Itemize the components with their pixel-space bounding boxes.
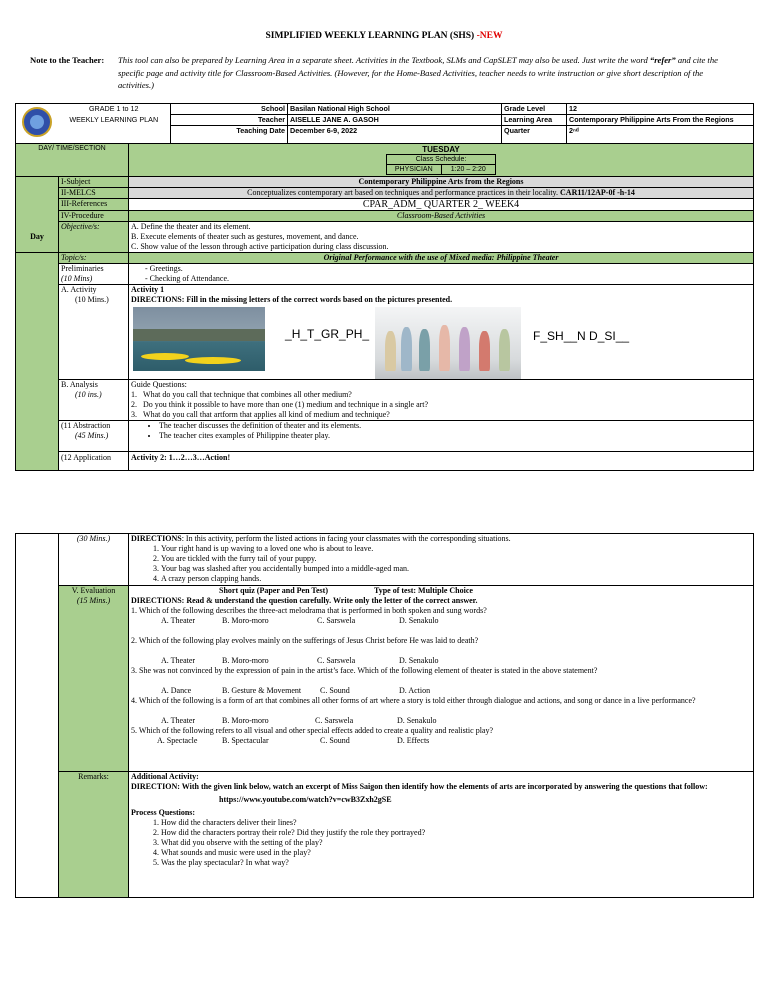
day-name: TUESDAY — [422, 145, 460, 154]
application-directions-label: DIRECTIONS — [131, 534, 182, 543]
guide-question-1: What do you call that technique that combines all other medium? — [143, 390, 352, 399]
abstraction-item-2: • The teacher cites examples of Philippine theater play. — [159, 431, 751, 441]
melcs-text: Conceptualizes contemporary art based on techniques and performance practices in their locality. — [247, 188, 561, 197]
subject-label: I-Subject — [59, 177, 129, 188]
school-value: Basilan National High School — [288, 104, 502, 115]
quarter-value: 2ⁿᵈ — [567, 126, 754, 144]
section-name: PHYSICIAN — [387, 165, 442, 175]
teacher-value: AISELLE JANE A. GASOH — [288, 115, 502, 126]
process-questions-label: Process Questions — [131, 808, 193, 817]
q2-choice-c: C. Sarswela — [317, 656, 356, 665]
note-text-a: This tool can also be prepared by Learning Area in a separate sheet. Activities in the Textbook, SLMs and CapSLET may also be used. Just write the word — [118, 55, 650, 65]
objective-c: C. Show value of the lesson through active participation during class discussion. — [131, 242, 389, 251]
note-label: Note to the Teacher: — [30, 55, 105, 65]
objective-label: Objective/s: — [59, 222, 129, 253]
title-main: SIMPLIFIED WEEKLY LEARNING PLAN (SHS) — [265, 31, 475, 41]
quiz-directions: DIRECTIONS: Read & understand the question carefully. Write only the letter of the correct answer. — [131, 596, 478, 605]
process-question-4: 4. What sounds and music were used in the play? — [161, 848, 751, 858]
q4-choice-a: A. Theater — [161, 716, 196, 725]
q4-choice-d: D. Senakulo — [397, 716, 437, 725]
q5-choice-c: C. Sound — [320, 736, 350, 745]
q1-choice-b: B. Moro-moro — [222, 616, 269, 625]
q2-choice-b: B. Moro-moro — [222, 656, 269, 665]
guide-question-3: What do you call that artform that applies all kind of medium and technique? — [143, 410, 390, 419]
title-new-tag: -NEW — [476, 31, 503, 41]
deped-logo-cell — [16, 104, 58, 144]
q4-choice-c: C. Sarswela — [315, 716, 354, 725]
analysis-label: B. Analysis — [61, 380, 98, 389]
q5-choice-a: A. Spectacle — [157, 736, 198, 745]
activity-label: A. Activity — [61, 285, 97, 294]
activity-time: (10 Mins.) — [75, 295, 109, 304]
video-link[interactable]: https://www.youtube.com/watch?v=cwB3Zxh2gSE — [219, 795, 392, 804]
deped-logo-icon — [22, 107, 52, 137]
q2-choice-d: D. Senakulo — [399, 656, 439, 665]
action-item-1: 1. Your right hand is up waving to a loved one who is about to leave. — [161, 544, 751, 554]
q3-choice-c: C. Sound — [320, 686, 350, 695]
grade-level-label: Grade Level — [502, 104, 567, 115]
q3-choice-d: D. Action — [399, 686, 431, 695]
subject-value: Contemporary Philippine Arts from the Regions — [129, 177, 754, 188]
grade-range: GRADE 1 to 12 — [58, 104, 171, 115]
action-item-3: 3. Your bag was slashed after you accidentally bumped into a middle-aged man. — [161, 564, 751, 574]
q3-choice-a: A. Dance — [161, 686, 192, 695]
prelim-greetings: - Greetings. — [145, 264, 183, 273]
quiz-title: Short quiz (Paper and Pen Test) — [219, 586, 328, 595]
word-puzzle-2: F_SH__N D_SI__ — [533, 329, 630, 343]
day-time-header: DAY/ TIME/SECTION — [16, 144, 129, 177]
teacher-label: Teacher — [171, 115, 288, 126]
application-activity: Activity 2: 1…2…3…Action! — [129, 452, 754, 471]
date-label: Teaching Date — [171, 126, 288, 144]
topic-value: Original Performance with the use of Mixed media: Philippine Theater — [129, 253, 754, 264]
topic-label: Topic/s: — [59, 253, 129, 264]
schedule-time: 1:20 – 2:20 — [441, 165, 496, 175]
question-2: 2. Which of the following play evolves mainly on the sufferings of Jesus Christ before He was laid to death? — [131, 636, 479, 645]
application-directions: : In this activity, perform the listed actions in facing your classmates with the corresponding situations. — [181, 534, 511, 543]
melcs-label: II-MELCS — [59, 188, 129, 199]
melcs-code: CAR11/12AP-0f -h-14 — [560, 188, 635, 197]
guide-questions-label: Guide Questions: — [131, 380, 187, 389]
page-title — [0, 31, 768, 41]
q3-choice-b: B. Gesture & Movement — [222, 686, 302, 695]
learning-area-label: Learning Area — [502, 115, 567, 126]
activity-directions-label: DIRECTIONS — [131, 295, 182, 304]
action-item-4: 4. A crazy person clapping hands. — [161, 574, 751, 584]
remarks-label: Remarks: — [59, 772, 129, 898]
note-text-b: and cite the specific page and activity title for Classroom-Based Activities. (However, for the Home-Based Activities, teacher needs to write instruction or give short description of the activities.) — [118, 55, 718, 90]
process-question-3: 3. What did you observe with the setting of the play? — [161, 838, 751, 848]
class-schedule — [386, 154, 496, 175]
q1-choice-d: D. Senakulo — [399, 616, 439, 625]
guide-question-2: Do you think it possible to have more than one (1) medium and technique in a single art? — [143, 400, 429, 409]
preliminaries-time: (10 Mins) — [61, 274, 93, 283]
activity-directions: : Fill in the missing letters of the correct words based on the pictures presented. — [181, 295, 453, 304]
quarter-label: Quarter — [502, 126, 567, 144]
procedure-value: Classroom-Based Activities — [129, 211, 754, 222]
evaluation-label: V. Evaluation — [71, 586, 116, 595]
q2-choice-a: A. Theater — [161, 656, 196, 665]
abstraction-time: (45 Mins.) — [75, 431, 109, 440]
abstraction-item-1: • The teacher discusses the definition of theater and its elements. — [159, 421, 751, 431]
abstraction-label: (11 Abstraction — [61, 421, 111, 430]
prelim-attendance: - Checking of Attendance. — [145, 274, 229, 283]
objective-b: B. Execute elements of theater such as gestures, movement, and dance. — [131, 232, 359, 241]
question-3: 3. She was not convinced by the expression of pain in the artist’s face. Which of the following element of theater is stated in the above statement? — [131, 666, 598, 675]
note-refer: “refer” — [649, 55, 676, 65]
action-item-2: 2. You are tickled with the furry tail of your puppy. — [161, 554, 751, 564]
plan-table-page-2: (30 Mins.) DIRECTIONS: In this activity, perform the listed actions in facing your classmates with the corresponding situations. 1. Your right hand is up waving to a loved one who is about to leave. 2. You are tickled with the furry tail of your puppy. 3. Your bag was slashed after you accidentally bumped into a middle-aged man. 4. A crazy person clapping hands. V. Evaluation (15 Mins.) Short quiz (Paper and Pen Test) Type of test: Multiple Choice DIRECTIONS: Read & understand the question carefully. Write only the letter of the correct answer. 1. Which of the following describes the three-act melodrama that is performed in both spoken and sung words? A. Theater B. Moro-moro C. Sarswela D. Senakulo 2. Which of the following play evolves mainly on the sufferings of Jesus Christ before He was laid to death? A. Theater B. Moro-moro C. Sarswela D. Senakulo 3. She was not convinced by the expression of pain in the artist’s face. Which of the following element of theater is stated in the above statement? A. Dance B. Gesture & Movement C. Sound D. Action 4. Which of the following is a form of art that combines all other forms of art where a story is told either through dialogue and actions, and song or dance in a live performance? A. Theater B. Moro-moro C. Sarswela D. Senakulo 5. Which of the following refers to all visual and other special effects added to create a quality and realistic play? A. Spectacle B. Spectacular C. Sound D. Effects Remarks: Additional Activity: DIRECTION: With the given link below, watch an excerpt of Miss Saigon then identify how the elements of arts are incorporated by answering the questions that follow: https://www.youtube.com/watch?v=cwB3Zxh2gSE Process Questions: 1. How did the characters deliver their lines? 2. How did the characters portray their role? Did they justify the role they portrayed? 3. What did you observe with the setting of the play? 4. What sounds and music were used in the play? 5. Was the play spectacular? In what way? — [15, 533, 754, 898]
teacher-note — [30, 54, 735, 92]
q5-choice-b: B. Spectacular — [222, 736, 269, 745]
evaluation-time: (15 Mins.) — [76, 596, 111, 605]
question-1: 1. Which of the following describes the three-act melodrama that is performed in both spoken and sung words? — [131, 606, 487, 615]
process-question-5: 5. Was the play spectacular? In what way? — [161, 858, 751, 868]
plan-table: DAY/ TIME/SECTION TUESDAY Class Schedule: PHYSICIAN 1:20 – 2:20 I-Subject Contemporary Philippine Arts from the Regions II-MELCS Conceptualizes contemporary art based on techniques and performance practices in their locality. CAR11/12AP-0f -h-14 III-References CPAR_ADM_ QUARTER 2_ WEEK4 IV-Procedure Classroom-Based Activities Day Objective/s: A. Define the theater and its element. B. Execute elements of theater such as gestures, movement, and dance. C. Show value of the lesson through active participation during class discussion. Topic/s: Original Performance with the use of Mixed media: Philippine Theater Preliminaries (10 Mins) - Greetings. - Checking of Attendance. A. Activity (10 Mins.) Activity 1 DIRECTIONS: Fill in the missing letters of the correct words based on the pictures presented. _H_T_GR_PH_ F_SH__N D_SI__ B. Analysis (10 ins.) Guide Questions: 1. What do you call that technique that combines all other medium? 2. Do you think it possible to have more than one (1) medium and technique in a single art? 3. What do you call that artform that applies all kind of medium and technique? (11 Abstraction (45 Mins.) • The teacher discusses the definition of theater and its elements. • The teacher cites examples of Philippine theater play. (12 Application Activity 2: 1…2…3…Action! — [15, 143, 754, 471]
application-label: (12 Application — [59, 452, 129, 471]
day-column-label: Day — [16, 222, 59, 253]
fashion-design-picture — [375, 307, 521, 380]
q1-choice-a: A. Theater — [161, 616, 196, 625]
procedure-label: IV-Procedure — [59, 211, 129, 222]
school-label: School — [171, 104, 288, 115]
quiz-type: Type of test: Multiple Choice — [373, 586, 473, 595]
q5-choice-d: D. Effects — [397, 736, 430, 745]
activity-title: Activity 1 — [131, 285, 165, 294]
process-question-1: 1. How did the characters deliver their lines? — [161, 818, 751, 828]
learning-area-value: Contemporary Philippine Arts From the Regions — [567, 115, 754, 126]
question-4: 4. Which of the following is a form of art that combines all other forms of art where a story is told either through dialogue and actions, and song or dance in a live performance? — [131, 696, 696, 705]
photography-picture — [133, 307, 265, 371]
date-value: December 6-9, 2022 — [288, 126, 502, 144]
plan-title: WEEKLY LEARNING PLAN — [58, 115, 171, 144]
references-value: CPAR_ADM_ QUARTER 2_ WEEK4 — [129, 199, 754, 211]
process-question-2: 2. How did the characters portray their role? Did they justify the role they portrayed? — [161, 828, 751, 838]
header-table — [15, 103, 754, 144]
question-5: 5. Which of the following refers to all visual and other special effects added to create a quality and realistic play? — [131, 726, 494, 735]
schedule-label: Class Schedule: — [387, 155, 496, 165]
q4-choice-b: B. Moro-moro — [222, 716, 269, 725]
preliminaries-label: Preliminaries — [61, 264, 104, 273]
grade-level-value: 12 — [567, 104, 754, 115]
references-label: III-References — [59, 199, 129, 211]
analysis-time: (10 ins.) — [75, 390, 102, 399]
objectives-cell — [129, 222, 754, 253]
additional-directions: DIRECTION: With the given link below, watch an excerpt of Miss Saigon then identify how the elements of arts are incorporated by answering the questions that follow — [131, 782, 706, 791]
q1-choice-c: C. Sarswela — [317, 616, 356, 625]
word-puzzle-1: _H_T_GR_PH_ — [285, 327, 370, 341]
application-time: (30 Mins.) — [59, 534, 129, 586]
additional-activity-label: Additional Activity — [131, 772, 197, 781]
objective-a: A. Define the theater and its element. — [131, 222, 251, 231]
